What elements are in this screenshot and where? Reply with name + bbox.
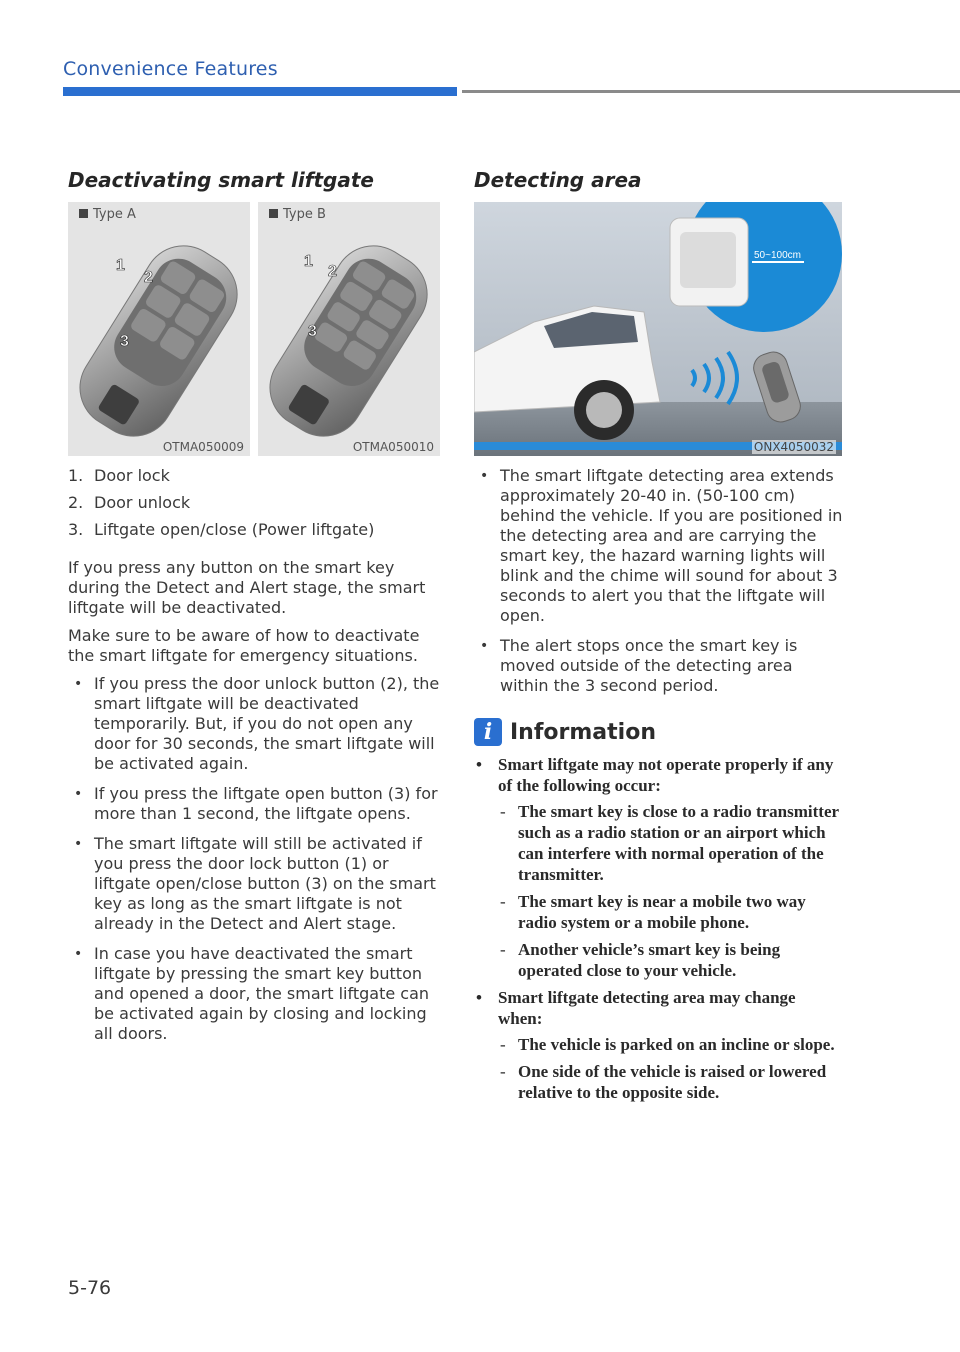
header-title: Convenience Features — [63, 58, 278, 80]
list-item: • If you press the door unlock button (2), the smart liftgate will be deactivated temporarily. But, if you do not open any door for 30 seconds, the smart liftgate will be activated again. — [68, 674, 440, 774]
range-label: 50~100cm — [754, 250, 801, 261]
deactivation-bullets — [68, 674, 440, 1044]
section-title-detecting: Detecting area — [474, 168, 642, 192]
page-number: 5-76 — [68, 1277, 112, 1299]
header-accent-bar — [63, 87, 457, 96]
callout-3: 3 — [120, 333, 129, 350]
list-item: • In case you have deactivated the smart liftgate by pressing the smart key button and opened a door, the smart liftgate can be activated again by closing and locking all doors. — [68, 944, 440, 1044]
information-icon: i — [474, 718, 502, 746]
figure-detecting-area-code: ONX4050032 — [753, 440, 834, 454]
list-item: 3. Liftgate open/close (Power liftgate) — [68, 520, 375, 539]
left-column — [68, 168, 440, 1054]
section-title-deactivating: Deactivating smart liftgate — [68, 168, 374, 192]
list-item: - One side of the vehicle is raised or lowered relative to the opposite side. — [498, 1061, 844, 1103]
list-item: • Smart liftgate detecting area may change when: - The vehicle is parked on an incline or slope. - One side of the vehicle is raised or lowered relative to the opposite side. — [474, 987, 844, 1103]
figure-type-a — [68, 202, 250, 456]
paragraph: If you press any button on the smart key during the Detect and Alert stage, the smart liftgate will be deactivated. — [68, 558, 426, 617]
list-item: • The smart liftgate will still be activated if you press the door lock button (1) or liftgate open/close button (3) on the smart key as long as the smart liftgate is not already in the Detect and Alert stage. — [68, 834, 440, 934]
button-list — [68, 466, 440, 540]
list-item: • Smart liftgate may not operate properly if any of the following occur: - The smart key is close to a radio transmitter such as a radio station or an airport which can interfere with normal operation of the transmitter. - The smart key is near a mobile two way radio system or a mobile phone. - Another vehicle’s smart key is being operated close to your vehicle. — [474, 754, 844, 981]
smart-key-figures — [68, 202, 440, 456]
figure-type-a-label: Type A — [79, 207, 136, 222]
figure-a-callouts — [68, 202, 250, 456]
sub-list — [498, 801, 844, 981]
callout-1: 1 — [304, 253, 313, 270]
list-item: • The smart liftgate detecting area extends approximately 20-40 in. (50-100 cm) behind the vehicle. If you are positioned in the detecting area and are carrying the smart key, the hazard warning lights will blink and the chime will sound for about 3 seconds to alert you that the liftgate will open. — [474, 466, 844, 626]
list-item: 2. Door unlock — [68, 493, 191, 512]
figure-type-a-code: OTMA050009 — [162, 440, 244, 454]
list-item: • The alert stops once the smart key is moved outside of the detecting area within the 3 second period. — [474, 636, 844, 696]
list-item: - The smart key is close to a radio transmitter such as a radio station or an airport which can interfere with normal operation of the transmitter. — [498, 801, 844, 885]
paragraph: Make sure to be aware of how to deactivate the smart liftgate for emergency situations. — [68, 626, 420, 665]
callout-2: 2 — [328, 263, 337, 280]
figure-b-callouts — [258, 202, 440, 456]
figure-type-b-label: Type B — [269, 207, 326, 222]
list-item: - The smart key is near a mobile two way radio system or a mobile phone. — [498, 891, 844, 933]
right-column — [474, 168, 844, 1109]
information-list — [474, 754, 844, 1103]
information-header — [474, 718, 844, 746]
callout-2: 2 — [144, 269, 153, 286]
list-item: - Another vehicle’s smart key is being operated close to your vehicle. — [498, 939, 844, 981]
information-title: Information — [510, 719, 656, 745]
figure-type-b — [258, 202, 440, 456]
detecting-bullets — [474, 466, 844, 696]
list-item: • If you press the liftgate open button (3) for more than 1 second, the liftgate opens. — [68, 784, 440, 824]
list-item: - The vehicle is parked on an incline or slope. — [498, 1034, 844, 1055]
detecting-area-illustration — [474, 202, 842, 456]
sub-list — [498, 1034, 844, 1103]
callout-1: 1 — [116, 257, 125, 274]
header-rule — [462, 90, 960, 93]
figure-detecting-area — [474, 202, 842, 456]
figure-type-b-code: OTMA050010 — [352, 440, 434, 454]
list-item: 1. Door lock — [68, 466, 170, 485]
callout-3: 3 — [308, 323, 317, 340]
